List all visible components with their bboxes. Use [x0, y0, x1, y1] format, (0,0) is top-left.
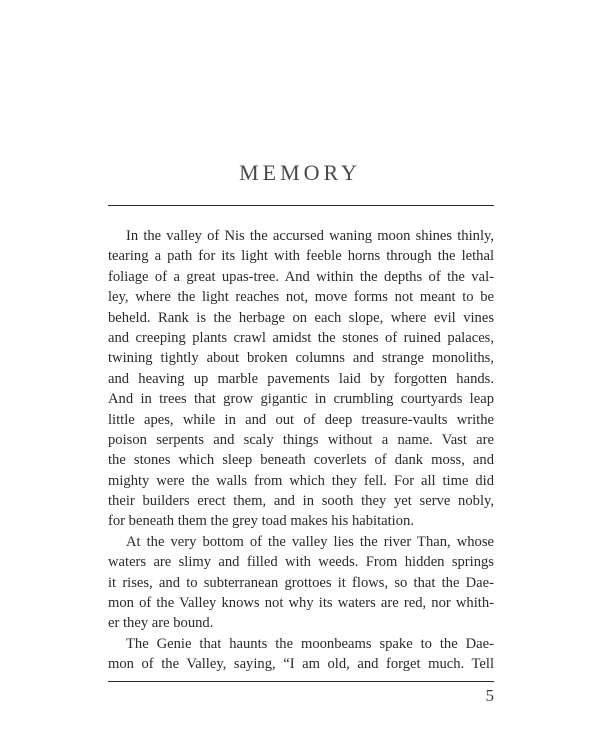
text-line: the stones which sleep beneath coverlets of dank moss, and: [108, 452, 494, 469]
page-title: MEMORY: [239, 160, 361, 185]
bottom-rule: [108, 681, 494, 682]
text-line: for beneath them the grey toad makes his habitation.: [108, 513, 414, 530]
text-line: and creeping plants crawl amidst the stones of ruined palaces,: [108, 329, 494, 346]
text-line: The Genie that haunts the moonbeams spake to the Dae-: [126, 635, 494, 652]
text-line: ley, where the light reaches not, move forms not meant to be: [108, 289, 494, 306]
text-line: waters are slimy and filled with weeds. From hidden springs: [108, 554, 494, 571]
text-line: beheld. Rank is the herbage on each slope, where evil vines: [108, 309, 494, 326]
text-line: mon of the Valley knows not why its waters are red, nor whith-: [108, 595, 494, 612]
text-line: tearing a path for its light with feeble horns through the lethal: [108, 248, 494, 265]
top-rule: [108, 205, 494, 206]
text-line: twining tightly about broken columns and strange monoliths,: [108, 350, 494, 367]
paragraph-2: [108, 532, 494, 634]
text-line: foliage of a great upas-tree. And within the depths of the val-: [108, 268, 494, 285]
paragraph-1: [108, 226, 494, 532]
text-line: At the very bottom of the valley lies the river Than, whose: [126, 533, 494, 550]
text-line: In the valley of Nis the accursed waning moon shines thinly,: [126, 228, 494, 244]
text-line: er they are bound.: [108, 615, 214, 632]
paragraph-3: [108, 634, 494, 675]
text-line: and heaving up marble pavements laid by forgotten hands.: [108, 370, 494, 387]
page-number: 5: [485, 686, 494, 705]
text-line: their builders erect them, and in sooth they yet serve nobly,: [108, 493, 494, 510]
text-line: mon of the Valley, saying, “I am old, and forget much. Tell: [108, 656, 494, 673]
text-line: poison serpents and scaly things without a name. Vast are: [108, 431, 494, 448]
text-line: mighty were the walls from which they fell. For all time did: [108, 472, 494, 489]
text-line: little apes, while in and out of deep treasure-vaults writhe: [108, 411, 494, 428]
text-line: And in trees that grow gigantic in crumbling courtyards leap: [108, 391, 494, 408]
body-text: [108, 226, 494, 675]
text-line: it rises, and to subterranean grottoes it flows, so that the Dae-: [108, 574, 494, 591]
